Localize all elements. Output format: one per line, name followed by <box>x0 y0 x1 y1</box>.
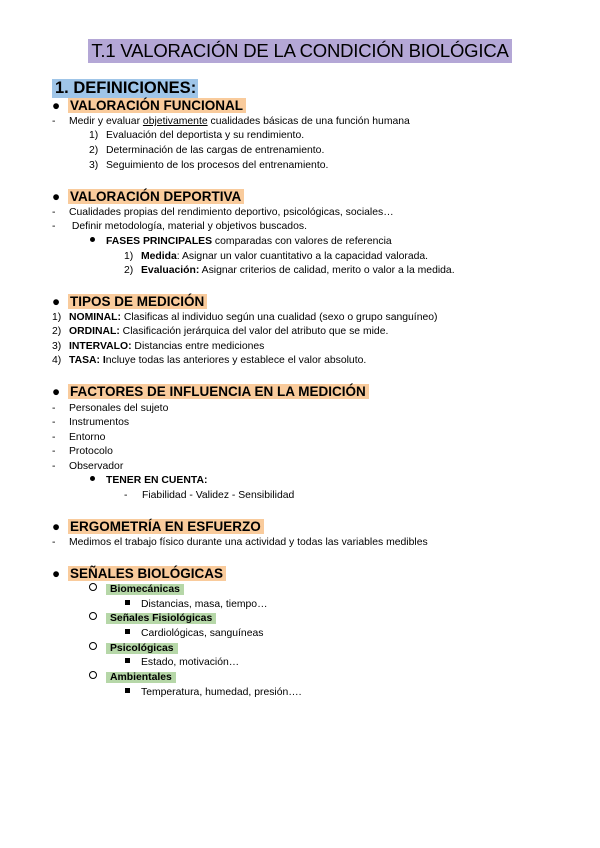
section-senales-biologicas <box>52 565 226 582</box>
bullet-icon <box>90 237 95 242</box>
underlined-text: objetivamente <box>142 116 208 127</box>
square-bullet-icon <box>125 688 130 693</box>
square-bullet-icon <box>125 600 130 605</box>
text: Medir y evaluar <box>69 116 143 127</box>
circle-bullet-icon <box>89 583 97 591</box>
section-title: TIPOS DE MEDICIÓN <box>68 294 207 309</box>
bullet-icon: ● <box>52 98 61 113</box>
section-title: SEÑALES BIOLÓGICAS <box>68 566 226 581</box>
subgroup-label: Biomecánicas <box>89 583 184 596</box>
section-valoracion-funcional <box>52 97 246 114</box>
numbered-item: 3) Seguimiento de los procesos del entrenamiento. <box>89 160 329 171</box>
text: cualidades básicas de una función humana <box>207 116 410 127</box>
list-item: - Protocolo <box>52 446 113 457</box>
numbered-item: 4) TASA: Incluye todas las anteriores y establece el valor absoluto. <box>52 355 367 366</box>
list-item: - Cualidades propias del rendimiento deportivo, psicológicas, sociales… <box>52 207 394 218</box>
document-title-row <box>0 39 600 63</box>
section-valoracion-deportiva <box>52 188 244 205</box>
numbered-item: 2) Determinación de las cargas de entrenamiento. <box>89 145 325 156</box>
list-item <box>52 115 410 129</box>
numbered-item: 2) ORDINAL: Clasificación jerárquica del valor del atributo que se mide. <box>52 326 389 337</box>
list-item-tener: TENER EN CUENTA: <box>90 474 207 488</box>
bullet-icon: ● <box>52 189 61 204</box>
list-item: - Medimos el trabajo físico durante una actividad y todas las variables medibles <box>52 537 428 548</box>
bullet-icon: ● <box>52 294 61 309</box>
heading-definiciones: 1. DEFINICIONES: <box>52 79 198 98</box>
list-item: Distancias, masa, tiempo… <box>125 598 267 612</box>
document-title: T.1 VALORACIÓN DE LA CONDICIÓN BIOLÓGICA <box>88 39 511 63</box>
list-item: - Observador <box>52 461 124 472</box>
bullet-icon: ● <box>52 566 61 581</box>
bullet-icon: ● <box>52 519 61 534</box>
list-item: - Personales del sujeto <box>52 403 169 414</box>
dash-marker: - <box>52 116 56 127</box>
list-item: - Fiabilidad - Validez - Sensibilidad <box>124 490 295 501</box>
list-item: - Instrumentos <box>52 417 130 428</box>
subgroup-label: Señales Fisiológicas <box>89 612 216 625</box>
numbered-item: 3) INTERVALO: Distancias entre mediciones <box>52 341 265 352</box>
bullet-icon: ● <box>52 384 61 399</box>
list-item: - Entorno <box>52 432 106 443</box>
list-item: Cardiológicas, sanguíneas <box>125 627 263 641</box>
list-item: Estado, motivación… <box>125 656 239 670</box>
numbered-item: 1) NOMINAL: Clasificas al individuo según una cualidad (sexo o grupo sanguíneo) <box>52 312 438 323</box>
section-ergometria <box>52 518 264 535</box>
section-tipos-medicion <box>52 293 207 310</box>
section-title: FACTORES DE INFLUENCIA EN LA MEDICIÓN <box>68 384 369 399</box>
square-bullet-icon <box>125 658 130 663</box>
section-title: VALORACIÓN DEPORTIVA <box>68 189 244 204</box>
circle-bullet-icon <box>89 671 97 679</box>
numbered-item: 1) Medida: Asignar un valor cuantitativo a la capacidad valorada. <box>124 251 429 262</box>
subgroup-label: Psicológicas <box>89 642 178 655</box>
section-title: ERGOMETRÍA EN ESFUERZO <box>68 519 264 534</box>
circle-bullet-icon <box>89 612 97 620</box>
square-bullet-icon <box>125 629 130 634</box>
circle-bullet-icon <box>89 642 97 650</box>
numbered-item: 2) Evaluación: Asignar criterios de calidad, merito o valor a la medida. <box>124 265 455 276</box>
list-item-fases: FASES PRINCIPALES comparadas con valores de referencia <box>90 235 392 249</box>
numbered-item: 1) Evaluación del deportista y su rendimiento. <box>89 130 305 141</box>
bullet-icon <box>90 476 95 481</box>
section-factores-influencia <box>52 383 369 400</box>
section-title: VALORACIÓN FUNCIONAL <box>68 98 246 113</box>
subgroup-label: Ambientales <box>89 671 176 684</box>
list-item: - Definir metodología, material y objetivos buscados. <box>52 221 307 232</box>
list-item: Temperatura, humedad, presión…. <box>125 686 302 700</box>
